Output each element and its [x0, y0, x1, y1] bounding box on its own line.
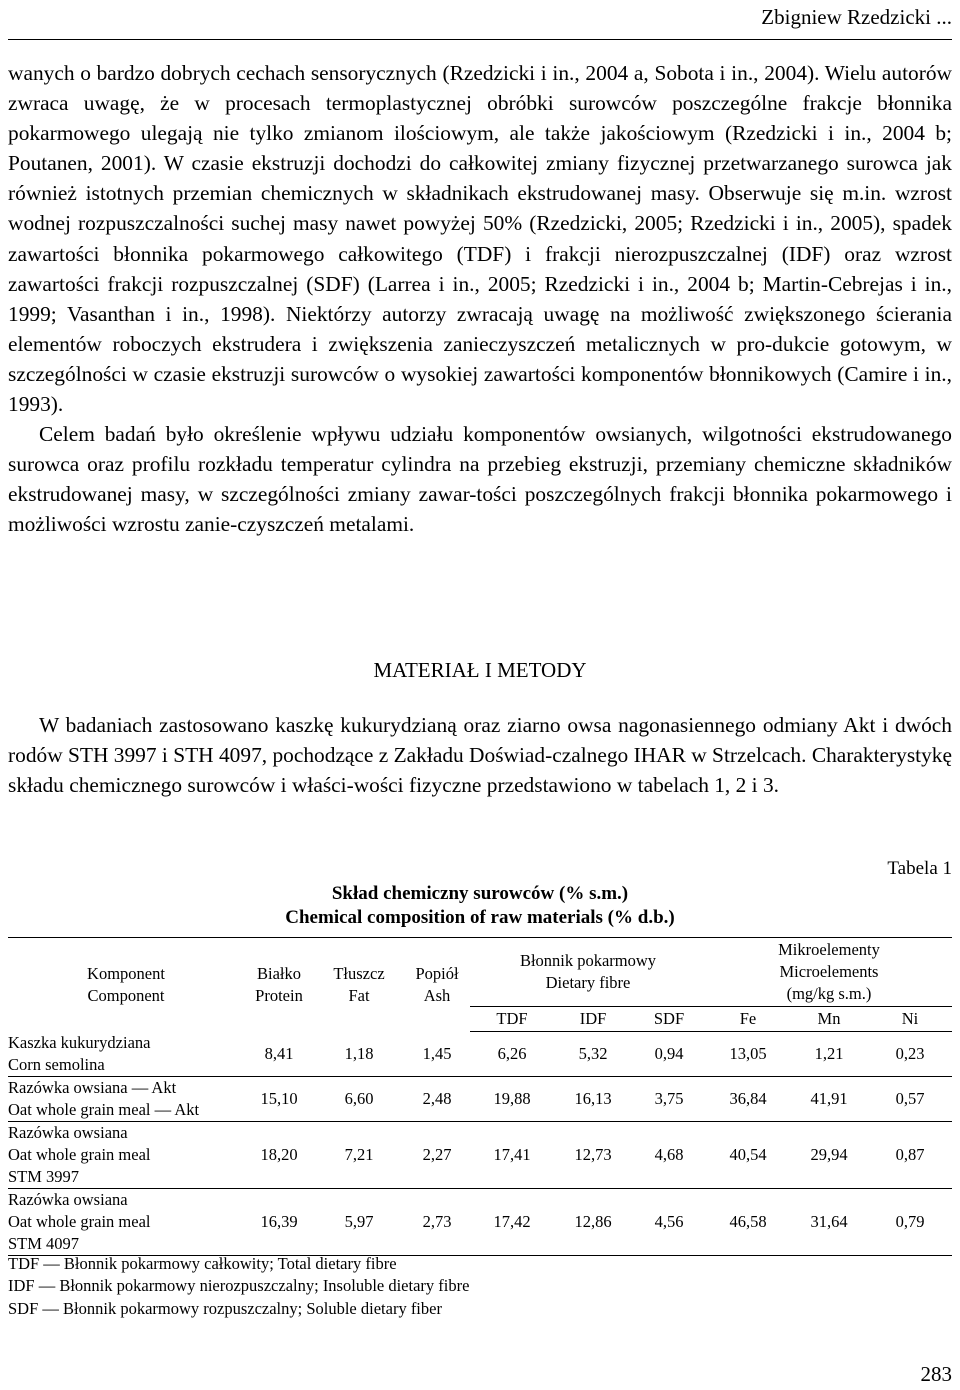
cell-ash: 2,73: [404, 1188, 470, 1255]
section-heading: MATERIAŁ I METODY: [373, 658, 587, 682]
cell-ash: 1,45: [404, 1032, 470, 1077]
table-footnotes: [8, 1253, 469, 1320]
table-row: [8, 1076, 952, 1121]
cell-tdf: 19,88: [470, 1076, 554, 1121]
col-protein: Białko Protein: [244, 938, 314, 1032]
cell-ni: 0,23: [868, 1032, 952, 1077]
cell-mn: 29,94: [790, 1121, 868, 1188]
col-microelements: Mikroelementy Microelements (mg/kg s.m.): [706, 938, 952, 1007]
cell-tdf: 6,26: [470, 1032, 554, 1077]
table-row: [8, 1188, 952, 1255]
table-row: [8, 1032, 952, 1077]
footnote-tdf: TDF — Błonnik pokarmowy całkowity; Total dietary fibre: [8, 1254, 397, 1273]
cell-fat: 1,18: [314, 1032, 404, 1077]
cell-sdf: 3,75: [632, 1076, 706, 1121]
col-sdf: SDF: [632, 1007, 706, 1032]
table-label: Tabela 1: [887, 858, 952, 879]
col-component: Komponent Component: [8, 938, 244, 1032]
cell-fat: 6,60: [314, 1076, 404, 1121]
cell-fe: 36,84: [706, 1076, 790, 1121]
cell-protein: 8,41: [244, 1032, 314, 1077]
cell-fat: 7,21: [314, 1121, 404, 1188]
col-dietary-fibre: Błonnik pokarmowy Dietary fibre: [470, 938, 706, 1007]
cell-fat: 5,97: [314, 1188, 404, 1255]
cell-fe: 13,05: [706, 1032, 790, 1077]
col-ash: Popiół Ash: [404, 938, 470, 1032]
cell-tdf: 17,42: [470, 1188, 554, 1255]
cell-sdf: 0,94: [632, 1032, 706, 1077]
cell-protein: 16,39: [244, 1188, 314, 1255]
col-ni: Ni: [868, 1007, 952, 1032]
table-title-pl: Skład chemiczny surowców (% s.m.): [331, 883, 629, 904]
cell-fe: 46,58: [706, 1188, 790, 1255]
header-rule: [8, 39, 952, 40]
cell-sdf: 4,56: [632, 1188, 706, 1255]
cell-idf: 5,32: [554, 1032, 632, 1077]
table-title-en: Chemical composition of raw materials (% d.b.): [285, 907, 675, 928]
table-row: [8, 1121, 952, 1188]
cell-sdf: 4,68: [632, 1121, 706, 1188]
col-mn: Mn: [790, 1007, 868, 1032]
body-text: [8, 58, 952, 540]
footnote-idf: IDF — Błonnik pokarmowy nierozpuszczalny; Insoluble dietary fibre: [8, 1276, 470, 1296]
col-fe: Fe: [706, 1007, 790, 1032]
paragraph-methods: W badaniach zastosowano kaszkę kukurydzianą oraz ziarno owsa nagonasiennego odmiany Akt i dwóch rodów STH 3997 i STH 4097, pochodzące z Zakładu Doświad-czalnego IHAR w Strzelcach. Charakterystykę składu chemicznego surowców i właści-wości fizyczne przedstawiono w tabelach 1, 2 i 3.: [8, 713, 952, 798]
row-name: Razówka owsiana Oat whole grain meal STM 4097: [8, 1188, 244, 1255]
running-head: Zbigniew Rzedzicki ...: [761, 5, 952, 29]
cell-idf: 12,73: [554, 1121, 632, 1188]
paragraph-aim: Celem badań było określenie wpływu udziału komponentów owsianych, wilgotności ekstrudowanego surowca oraz profilu rozkładu temperatur cylindra na przebieg ekstruzji, przemiany chemiczne składników ekstrudowanej masy, w szczególności zmiany zawar-tości poszczególnych frakcji błonnika pokarmowego i możliwości wzrostu zanie-czyszczeń metalami.: [8, 422, 952, 537]
cell-tdf: 17,41: [470, 1121, 554, 1188]
table-header-row: [8, 938, 952, 1007]
cell-mn: 31,64: [790, 1188, 868, 1255]
cell-fe: 40,54: [706, 1121, 790, 1188]
row-name: Razówka owsiana — Akt Oat whole grain meal — Akt: [8, 1076, 244, 1121]
cell-idf: 12,86: [554, 1188, 632, 1255]
cell-protein: 18,20: [244, 1121, 314, 1188]
chemical-composition-table: [8, 937, 952, 1256]
cell-ni: 0,57: [868, 1076, 952, 1121]
page-number: 283: [920, 1362, 952, 1386]
cell-ni: 0,79: [868, 1188, 952, 1255]
paragraph-intro: wanych o bardzo dobrych cechach sensorycznych (Rzedzicki i in., 2004 a, Sobota i in., 2004). Wielu autorów zwraca uwagę, że w procesach termoplastycznej obróbki surowców poszczególne frakcje błonnika pokarmowego ulegają nie tylko zmianom ilościowym, ale także jakościowym (Rzedzicki i in., 2004 b; Poutanen, 2001). W czasie ekstruzji dochodzi do całkowitej zmiany fizycznej przetwarzanego surowca jak również istotnych przemian chemicznych w składnikach ekstrudowanej masy. Obserwuje się m.in. wzrost wodnej rozpuszczalności suchej masy nawet powyżej 50% (Rzedzicki, 2005; Rzedzicki i in., 2005), spadek zawartości błonnika pokarmowego całkowitego (TDF) i frakcji nierozpuszczalnej (IDF) oraz wzrost zawartości frakcji rozpuszczalnej (SDF) (Larrea i in., 2005; Rzedzicki i in., 2004 b; Martin-Cebrejas i in., 1999; Vasanthan i in., 1998). Niektórzy autorzy zwracają uwagę na możliwość zwiększonego ścierania elementów roboczych ekstrudera i zwiększenia zanieczyszczeń metalicznych w pro-dukcie gotowym, w szczególności w czasie ekstruzji surowców o wysokiej zawartości komponentów błonnikowych (Camire i in., 1993).: [8, 61, 953, 417]
col-fat: Tłuszcz Fat: [314, 938, 404, 1032]
cell-ni: 0,87: [868, 1121, 952, 1188]
cell-protein: 15,10: [244, 1076, 314, 1121]
footnote-sdf: SDF — Błonnik pokarmowy rozpuszczalny; Soluble dietary fiber: [8, 1298, 442, 1318]
cell-ash: 2,48: [404, 1076, 470, 1121]
cell-mn: 41,91: [790, 1076, 868, 1121]
cell-idf: 16,13: [554, 1076, 632, 1121]
row-name: Kaszka kukurydziana Corn semolina: [8, 1032, 244, 1077]
cell-mn: 1,21: [790, 1032, 868, 1077]
cell-ash: 2,27: [404, 1121, 470, 1188]
col-tdf: TDF: [470, 1007, 554, 1032]
body-text-methods: [8, 710, 952, 800]
page-header: [0, 0, 960, 43]
row-name: Razówka owsiana Oat whole grain meal STM 3997: [8, 1121, 244, 1188]
col-idf: IDF: [554, 1007, 632, 1032]
